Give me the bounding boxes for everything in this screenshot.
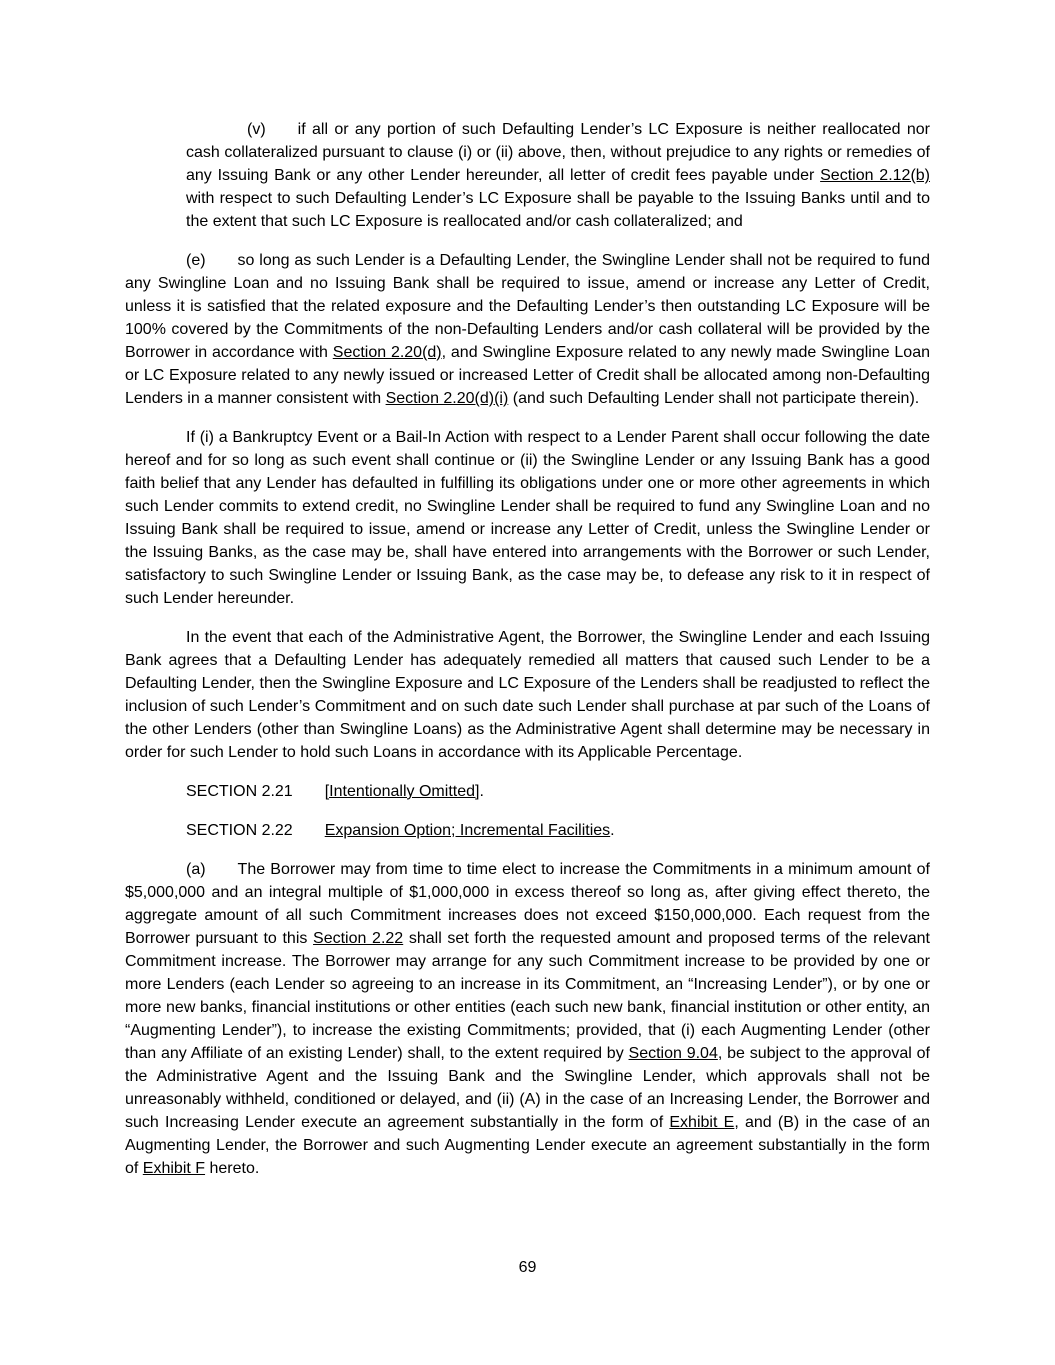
paragraph-clause-e [125,249,930,410]
text-run: with respect to such Defaulting Lender’s LC Exposure shall be payable to the Issuing Banks until and to the extent that such LC Exposure is reallocated and/or cash collateralized; and [186,190,930,230]
underlined-reference: Section 2.22 [313,930,404,947]
text-run: hereto. [205,1160,260,1177]
text-run: (v) if all or any portion of such Defaulting Lender’s LC Exposure is neither reallocated nor cash collateralized pursuant to clause (i) or (ii) above, then, without prejudice to any rights or remedies of any Issuing Bank or any other Lender hereunder, all letter of credit fees payable under [186,121,930,184]
text-run: In the event that each of the Administrative Agent, the Borrower, the Swingline Lender and each Issuing Bank agrees that a Defaulting Lender has adequately remedied all matters that caused such Lender to be a Defaulting Lender, then the Swingline Exposure and LC Exposure of the Lenders shall be readjusted to reflect the inclusion of such Lender’s Commitment and on such date such Lender shall purchase at par such of the Loans of the other Lenders (other than Swingline Loans) as the Administrative Agent shall determine may be necessary in order for such Lender to hold such Loans in accordance with its Applicable Percentage. [125,629,930,761]
underlined-reference: Exhibit E [669,1114,735,1131]
text-run: , and Swingline Exposure related to any newly made Swingline Loan or LC Exposure related to any newly issued or increased Letter of Credit shall be allocated among non-Defaulting Lenders in a manner consistent with [125,344,930,407]
section-2-22-heading [125,819,930,842]
text-run: . [479,783,484,800]
page-number: 69 [518,1259,537,1276]
text-run: . [610,822,615,839]
paragraph-clause-a [125,858,930,1180]
paragraph-bankruptcy-event [125,426,930,610]
text-run: , and (B) in the case of an Augmenting Lender, the Borrower and such Augmenting Lender execute an agreement substantially in the form of [125,1114,931,1177]
underlined-reference: Section 2.20(d) [332,344,442,361]
text-run: SECTION 2.21 [186,783,325,800]
underlined-reference: [Intentionally Omitted] [324,783,480,800]
underlined-reference: Section 2.20(d)(i) [385,390,509,407]
text-run: SECTION 2.22 [186,822,325,839]
text-run: (a) The Borrower may from time to time elect to increase the Commitments in a minimum amount of $5,000,000 and an integral multiple of $1,000,000 in excess thereof so long as, after giving effect thereto, the aggregate amount of all such Commitment increases does not exceed $150,000,000. Each request from the Borrower pursuant to this [125,861,930,947]
paragraph-remediation [125,626,930,764]
text-run: (e) so long as such Lender is a Defaulting Lender, the Swingline Lender shall not be required to fund any Swingline Loan and no Issuing Bank shall be required to issue, amend or increase any Letter of Credit, unless it is satisfied that the related exposure and the Defaulting Lender’s then outstanding LC Exposure will be 100% covered by the Commitments of the non-Defaulting Lenders and/or cash collateral will be provided by the Borrower in accordance with [125,252,930,361]
text-run: If (i) a Bankruptcy Event or a Bail-In Action with respect to a Lender Parent shall occur following the date hereof and for so long as such event shall continue or (ii) the Swingline Lender or any Issuing Bank has a good faith belief that any Lender has defaulted in fulfilling its obligations under one or more other agreements in which such Lender commits to extend credit, no Swingline Lender shall be required to fund any Swingline Loan and no Issuing Bank shall be required to issue, amend or increase any Letter of Credit, unless the Swingline Lender or the Issuing Banks, as the case may be, shall have entered into arrangements with the Borrower or such Lender, satisfactory to such Swingline Lender or Issuing Bank, as the case may be, to defease any risk to it in respect of such Lender hereunder. [125,429,930,607]
text-run: , be subject to the approval of the Administrative Agent and the Issuing Bank and the Swingline Lender, which approvals shall not be unreasonably withheld, conditioned or delayed, and (ii) (A) in the case of an Increasing Lender, the Borrower and such Increasing Lender execute an agreement substantially in the form of [125,1045,931,1131]
text-run: (and such Defaulting Lender shall not participate therein). [508,390,920,407]
underlined-reference: Section 2.12(b) [820,167,930,184]
text-run: shall set forth the requested amount and proposed terms of the relevant Commitment increase. The Borrower may arrange for any such Commitment increase to be provided by one or more Lenders (each Lender so agreeing to an increase in its Commitment, an “Increasing Lender”), or by one or more new banks, financial institutions or other entities (each such new bank, financial institution or other entity, an “Augmenting Lender”), to increase the existing Commitments; provided, that (i) each Augmenting Lender (other than any Affiliate of an existing Lender) shall, to the extent required by [125,930,931,1062]
paragraph-clause-v [186,118,930,233]
underlined-reference: Expansion Option; Incremental Facilities [324,822,611,839]
underlined-reference: Exhibit F [142,1160,206,1177]
underlined-reference: Section 9.04 [628,1045,718,1062]
section-2-21-heading [125,780,930,803]
